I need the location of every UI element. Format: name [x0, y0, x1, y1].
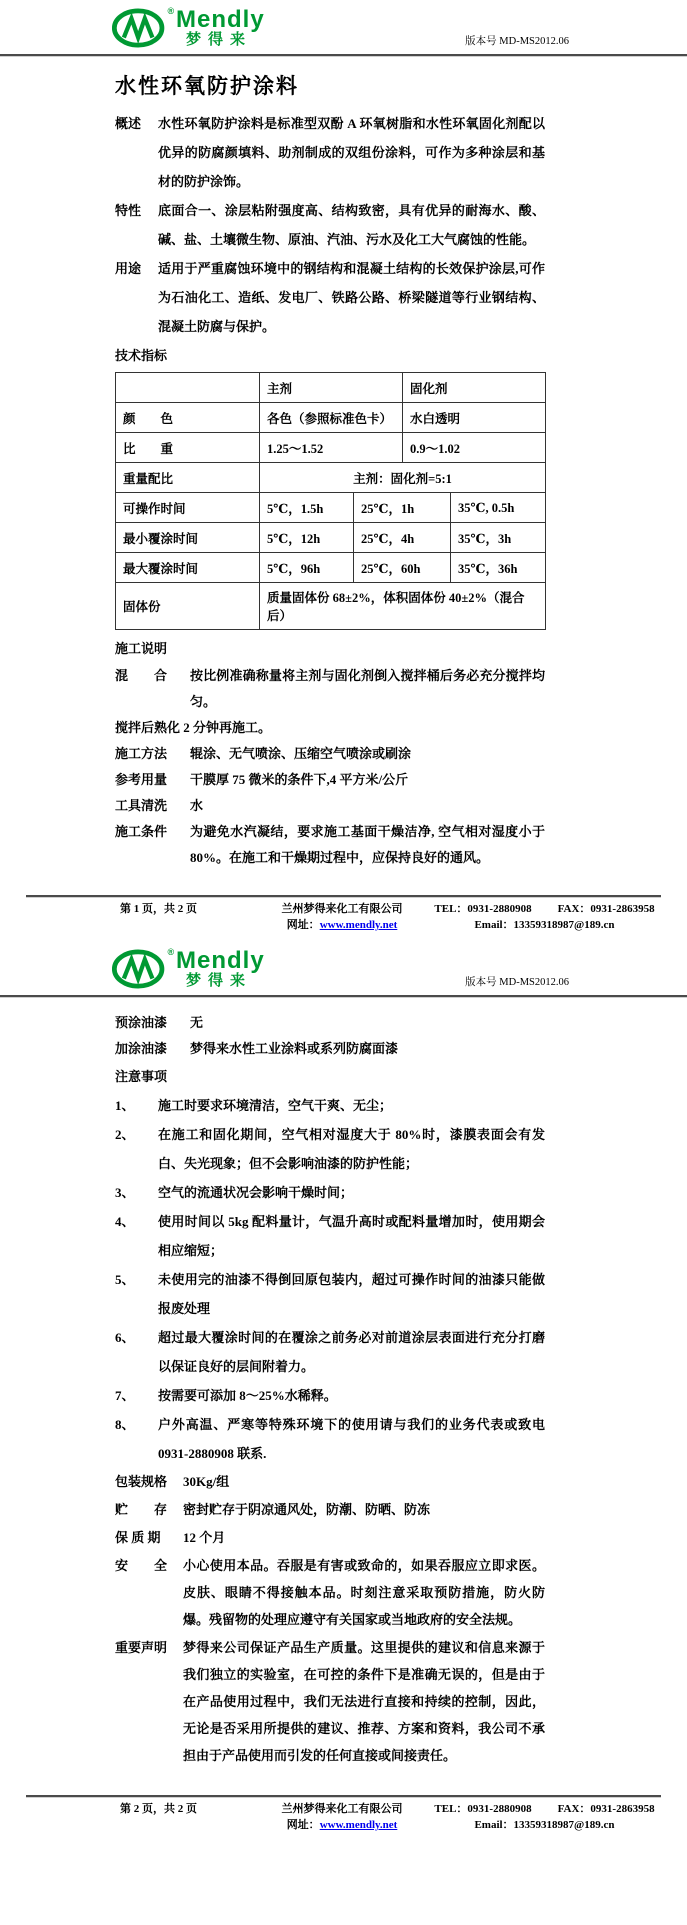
topcoat-label: 加涂油漆	[115, 1041, 168, 1056]
construction-title: 施工说明	[115, 641, 168, 656]
statement-row	[115, 1634, 545, 1769]
brand-name: Mendly	[176, 6, 265, 33]
max-recoat-25c: 25℃，60h	[354, 553, 451, 583]
row-label-max-recoat: 最大覆涂时间	[116, 553, 260, 583]
note-text: 施工时要求环境清洁，空气干爽、无尘；	[158, 1098, 393, 1113]
footer-contact-block	[426, 1801, 663, 1833]
condition-label: 施工条件	[115, 824, 168, 839]
website-link[interactable]: www.mendly.net	[319, 1819, 398, 1831]
website-link[interactable]: www.mendly.net	[319, 919, 398, 931]
condition-text: 为避免水汽凝结，要求施工基面干燥洁净, 空气相对湿度小于 80%。在施工和干燥期过程中，应保持良好的通风。	[190, 824, 545, 865]
gravity-hardener-value: 0.9～1.02	[403, 433, 546, 463]
min-recoat-25c: 25℃，4h	[354, 523, 451, 553]
note-number: 5、	[115, 1272, 135, 1287]
registered-trademark-icon: ®	[167, 6, 174, 16]
page-1	[0, 0, 687, 933]
method-text: 辊涂、无气喷涂、压缩空气喷涂或刷涂	[190, 746, 412, 761]
usage-text: 适用于严重腐蚀环境中的钢结构和混凝土结构的长效保护涂层,可作为石油化工、造纸、发电厂、铁路公路、桥梁隧道等行业钢结构、混凝土防腐与保护。	[158, 261, 545, 334]
registered-trademark-icon: ®	[167, 947, 174, 957]
note-item	[115, 1323, 545, 1381]
company-name: 兰州梦得来化工有限公司	[281, 1803, 403, 1815]
email-address: Email：13359318987@189.cn	[474, 1819, 615, 1831]
shelf-life-label: 保 质 期	[115, 1530, 161, 1545]
note-item	[115, 1381, 545, 1410]
note-number: 2、	[115, 1127, 135, 1142]
mixing-text: 按比例准确称量将主剂与固化剂倒入搅拌桶后务必充分搅拌均匀。	[190, 668, 545, 709]
table-corner-cell	[116, 373, 260, 403]
note-number: 8、	[115, 1417, 135, 1432]
packing-row	[115, 1468, 545, 1495]
page-1-header	[0, 0, 687, 54]
note-item	[115, 1178, 545, 1207]
usage-section	[115, 254, 545, 341]
note-number: 4、	[115, 1214, 135, 1229]
tech-specs-table	[115, 372, 546, 630]
safety-text: 小心使用本品。吞服是有害或致命的，如果吞服应立即求医。皮肤、眼睛不得接触本品。时刻注意采取预防措施，防火防爆。残留物的处理应遵守有关国家或当地政府的安全法规。	[183, 1558, 545, 1627]
document-title: 水性环氧防护涂料	[115, 74, 299, 98]
fax-number: FAX：0931-2863958	[557, 903, 655, 915]
notes-title: 注意事项	[115, 1069, 168, 1084]
col-header-main-agent: 主剂	[260, 373, 403, 403]
company-name: 兰州梦得来化工有限公司	[281, 903, 403, 915]
min-recoat-35c: 35℃，3h	[451, 523, 546, 553]
website-line	[258, 917, 426, 933]
features-text: 底面合一、涂层粘附强度高、结构致密，具有优异的耐海水、酸、碱、盐、土壤微生物、原油、汽油、污水及化工大气腐蚀的性能。	[158, 203, 545, 247]
version-label: 版本号 MD-MS2012.06	[465, 977, 569, 988]
table-row-gravity	[116, 433, 546, 463]
mendly-logo-icon	[112, 8, 172, 50]
tel-number: TEL：0931-2880908	[434, 1803, 532, 1815]
row-label-color: 颜 色	[116, 403, 260, 433]
bottom-whitespace	[0, 1833, 687, 1925]
note-text: 空气的流通状况会影响干燥时间；	[158, 1185, 354, 1200]
fax-number: FAX：0931-2863958	[557, 1803, 655, 1815]
overview-section	[115, 109, 545, 196]
cleaning-row	[115, 793, 545, 819]
row-label-gravity: 比 重	[116, 433, 260, 463]
note-number: 7、	[115, 1388, 135, 1403]
method-row	[115, 741, 545, 767]
mendly-logo-icon	[112, 949, 172, 991]
note-text: 在施工和固化期间，空气相对湿度大于 80%时，漆膜表面会有发白、失光现象；但不会影响油漆的防护性能；	[158, 1127, 545, 1171]
note-text: 户外高温、严寒等特殊环境下的使用请与我们的业务代表或致电 0931-2880908 联系.	[158, 1417, 545, 1461]
page-number: 第 1 页，共 2 页	[120, 903, 197, 915]
page-2-footer	[0, 1795, 687, 1833]
brand-name-cn: 梦得来	[186, 973, 253, 989]
packing-text: 30Kg/组	[183, 1474, 230, 1489]
mixing-label: 混 合	[115, 668, 168, 683]
color-hardener-value: 水白透明	[403, 403, 546, 433]
potlife-5c: 5℃，1.5h	[260, 493, 354, 523]
overview-label: 概述	[115, 116, 142, 131]
website-label: 网址：	[286, 919, 320, 931]
header-divider	[0, 54, 687, 57]
storage-row	[115, 1496, 545, 1523]
col-header-hardener: 固化剂	[403, 373, 546, 403]
topcoat-row	[115, 1036, 545, 1062]
footer-company-block	[258, 901, 426, 933]
page-number: 第 2 页，共 2 页	[120, 1803, 197, 1815]
potlife-25c: 25℃，1h	[354, 493, 451, 523]
brand-logo	[112, 8, 265, 50]
topcoat-text: 梦得来水性工业涂料或系列防腐面漆	[190, 1041, 399, 1056]
note-item	[115, 1091, 545, 1120]
brand-logo	[112, 949, 265, 991]
solids-value: 质量固体份 68±2%，体积固体份 40±2%（混合后）	[260, 583, 546, 630]
page-1-footer	[0, 895, 687, 933]
usage-label: 用途	[115, 261, 142, 276]
statement-label: 重要声明	[115, 1640, 168, 1655]
note-item	[115, 1410, 545, 1468]
table-header-row	[116, 373, 546, 403]
overview-text: 水性环氧防护涂料是标准型双酚 A 环氧树脂和水性环氧固化剂配以优异的防腐颜填料、助剂制成的双组份涂料，可作为多种涂层和基材的防护涂饰。	[158, 116, 545, 189]
precoat-row	[115, 1010, 545, 1036]
note-text: 未使用完的油漆不得倒回原包装内，超过可操作时间的油漆只能做报废处理	[158, 1272, 545, 1316]
max-recoat-5c: 5℃，96h	[260, 553, 354, 583]
row-label-ratio: 重量配比	[116, 463, 260, 493]
mixing-text-continued: 搅拌后熟化 2 分钟再施工。	[115, 720, 272, 735]
min-recoat-5c: 5℃，12h	[260, 523, 354, 553]
dosage-row	[115, 767, 545, 793]
note-item	[115, 1265, 545, 1323]
storage-text: 密封贮存于阴凉通风处，防潮、防晒、防冻	[183, 1502, 431, 1517]
safety-label: 安 全	[115, 1558, 168, 1573]
header-divider	[0, 995, 687, 998]
version-label: 版本号 MD-MS2012.06	[465, 36, 569, 47]
table-row-solids	[116, 583, 546, 630]
features-label: 特性	[115, 203, 142, 218]
row-label-potlife: 可操作时间	[116, 493, 260, 523]
note-text: 按需要可添加 8～25%水稀释。	[158, 1388, 337, 1403]
dosage-label: 参考用量	[115, 772, 168, 787]
storage-label: 贮 存	[115, 1502, 168, 1517]
table-row-ratio	[116, 463, 546, 493]
potlife-35c: 35℃, 0.5h	[451, 493, 546, 523]
note-text: 使用时间以 5kg 配料量计，气温升高时或配料量增加时，使用期会相应缩短；	[158, 1214, 545, 1258]
table-row-color	[116, 403, 546, 433]
max-recoat-35c: 35℃，36h	[451, 553, 546, 583]
ratio-value: 主剂：固化剂=5:1	[260, 463, 546, 493]
brand-name: Mendly	[176, 947, 265, 974]
method-label: 施工方法	[115, 746, 168, 761]
note-number: 3、	[115, 1185, 135, 1200]
brand-wordmark	[176, 8, 265, 48]
note-number: 6、	[115, 1330, 135, 1345]
shelf-life-row	[115, 1524, 545, 1551]
note-text: 超过最大覆涂时间的在覆涂之前务必对前道涂层表面进行充分打磨以保证良好的层间附着力。	[158, 1330, 545, 1374]
page-2-header	[0, 933, 687, 995]
note-item	[115, 1120, 545, 1178]
website-line	[258, 1817, 426, 1833]
row-label-min-recoat: 最小覆涂时间	[116, 523, 260, 553]
features-section	[115, 196, 545, 254]
website-label: 网址：	[286, 1819, 320, 1831]
precoat-label: 预涂油漆	[115, 1015, 168, 1030]
footer-company-block	[258, 1801, 426, 1833]
safety-row	[115, 1552, 545, 1633]
tel-number: TEL：0931-2880908	[434, 903, 532, 915]
row-label-solids: 固体份	[116, 583, 260, 630]
packing-label: 包装规格	[115, 1474, 168, 1489]
page-1-content	[115, 70, 545, 871]
page-2-content	[115, 1010, 545, 1769]
note-number: 1、	[115, 1098, 135, 1113]
cleaning-text: 水	[190, 798, 204, 813]
tech-specs-title: 技术指标	[115, 348, 168, 363]
color-main-value: 各色（参照标准色卡）	[260, 403, 403, 433]
brand-name-cn: 梦得来	[186, 32, 253, 48]
dosage-text: 干膜厚 75 微米的条件下,4 平方米/公斤	[190, 772, 409, 787]
mixing-row	[115, 663, 545, 715]
gravity-main-value: 1.25～1.52	[260, 433, 403, 463]
email-address: Email：13359318987@189.cn	[474, 919, 615, 931]
note-item	[115, 1207, 545, 1265]
footer-contact-block	[426, 901, 663, 933]
table-row-min-recoat	[116, 523, 546, 553]
page-2	[0, 933, 687, 1925]
precoat-text: 无	[190, 1015, 204, 1030]
condition-row	[115, 819, 545, 871]
shelf-life-text: 12 个月	[183, 1530, 226, 1545]
brand-wordmark	[176, 949, 265, 989]
statement-text: 梦得来公司保证产品生产质量。这里提供的建议和信息来源于我们独立的实验室，在可控的条件下是准确无误的，但是由于在产品使用过程中，我们无法进行直接和持续的控制，因此，无论是否采用所提供的建议、推荐、方案和资料，我公司不承担由于产品使用而引发的任何直接或间接责任。	[183, 1640, 545, 1763]
table-row-max-recoat	[116, 553, 546, 583]
table-row-potlife	[116, 493, 546, 523]
cleaning-label: 工具清洗	[115, 798, 168, 813]
